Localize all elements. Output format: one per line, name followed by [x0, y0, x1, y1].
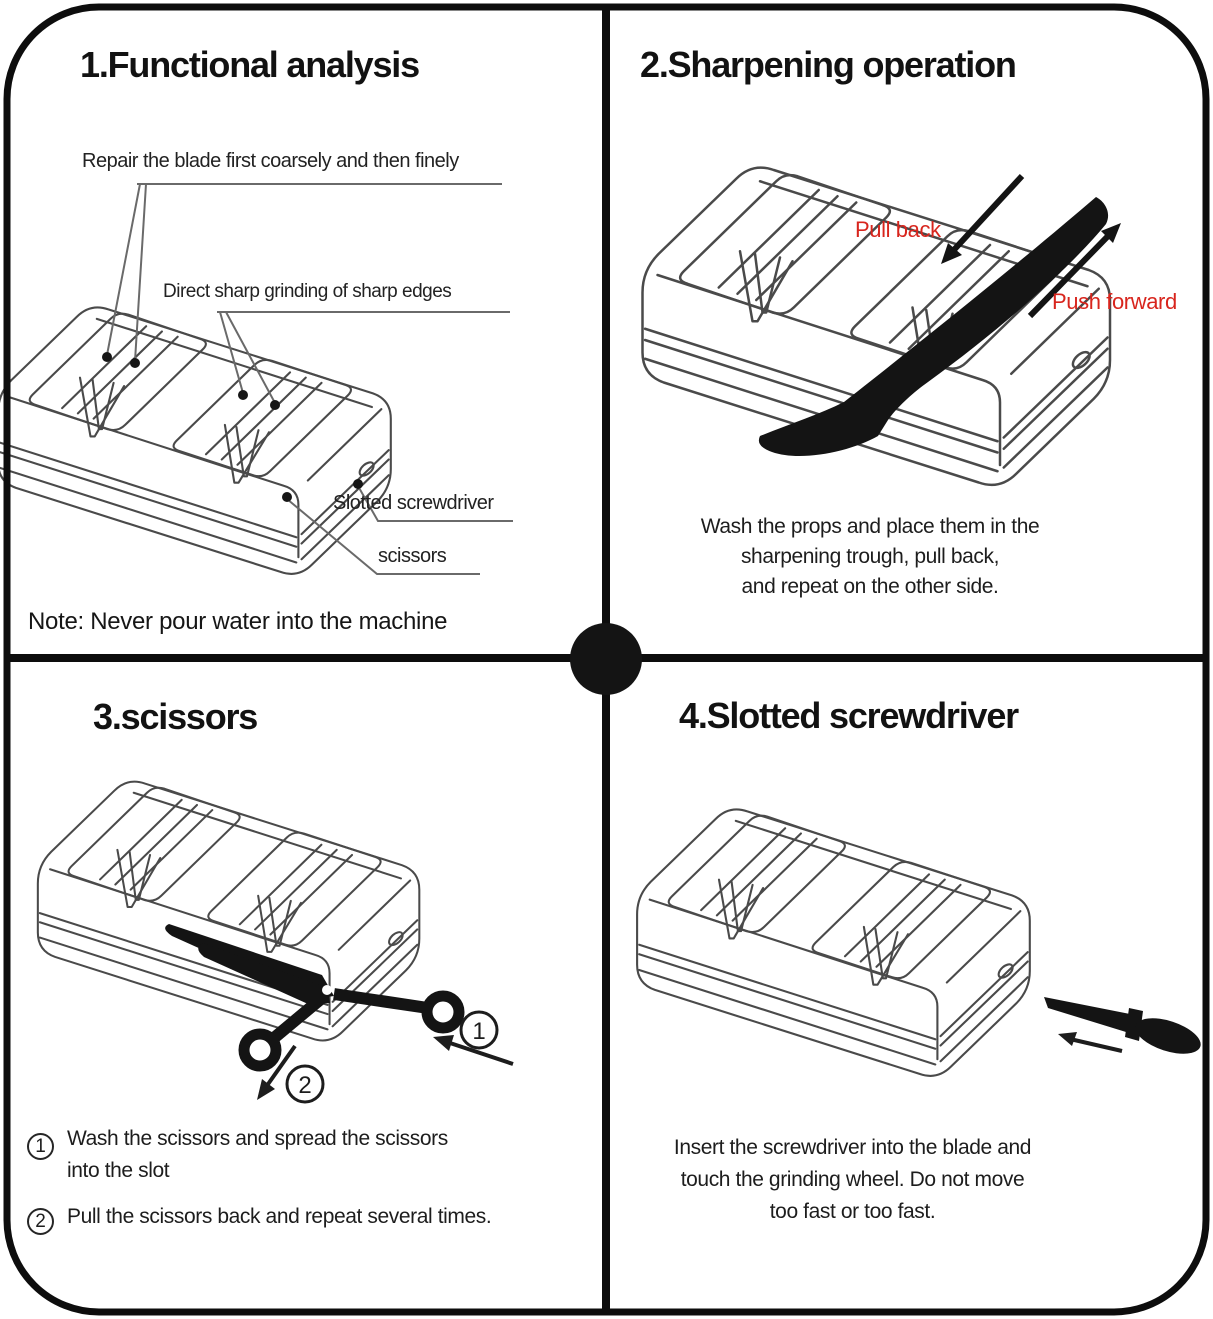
panel3-title: 3.scissors — [93, 696, 258, 737]
panel4-instruction-line: too fast or too fast. — [769, 1200, 936, 1223]
center-dot — [570, 623, 642, 695]
svg-text:2: 2 — [298, 1072, 312, 1099]
panel1-note: Note: Never pour water into the machine — [28, 608, 448, 635]
panel4-illustration — [637, 809, 1205, 1075]
callout-repair-blade: Repair the blade first coarsely and then finely — [82, 150, 459, 172]
sharpener-device-drawing — [643, 168, 1111, 485]
callout-slotted-screwdriver: Slotted screwdriver — [333, 492, 494, 514]
sharpener-device-drawing — [637, 809, 1030, 1075]
panel1-illustration — [0, 184, 513, 574]
step2-text: Pull the scissors back and repeat several times. — [67, 1205, 492, 1228]
svg-text:1: 1 — [472, 1018, 486, 1045]
panel4-instruction-line: Insert the screwdriver into the blade and — [673, 1136, 1032, 1159]
frame — [7, 7, 1206, 1312]
panel2-instruction-line: Wash the props and place them in the — [700, 515, 1040, 538]
panel2-title: 2.Sharpening operation — [640, 44, 1016, 85]
pull-back-label: Pull back — [855, 217, 941, 242]
panel4-instruction-line: touch the grinding wheel. Do not move — [680, 1168, 1025, 1191]
panel2-illustration — [643, 168, 1122, 485]
panel2-instruction-line: sharpening trough, pull back, — [740, 545, 1000, 568]
callout-scissors: scissors — [378, 545, 447, 567]
diagram-marker-1 — [461, 1012, 497, 1048]
step2-number-badge: 2 — [27, 1208, 54, 1235]
step1-number-badge: 1 — [27, 1133, 54, 1160]
step1-text-line2: into the slot — [67, 1159, 170, 1182]
diagram-marker-2 — [287, 1066, 323, 1102]
panel4-title: 4.Slotted screwdriver — [679, 695, 1018, 736]
panel3-illustration — [38, 782, 513, 1102]
panel4-instructions — [645, 1132, 1060, 1228]
panel2-instructions — [645, 512, 1095, 602]
panel2-instruction-line: and repeat on the other side. — [741, 575, 999, 598]
panel1-title: 1.Functional analysis — [80, 44, 419, 85]
sharpener-device-drawing — [0, 307, 391, 573]
callout-direct-grinding: Direct sharp grinding of sharp edges — [163, 281, 452, 302]
insert-direction-arrow — [1058, 1032, 1122, 1051]
screwdriver-silhouette — [1044, 997, 1205, 1061]
step1-text-line1: Wash the scissors and spread the scissors — [67, 1127, 448, 1150]
push-forward-label: Push forward — [1052, 289, 1177, 314]
